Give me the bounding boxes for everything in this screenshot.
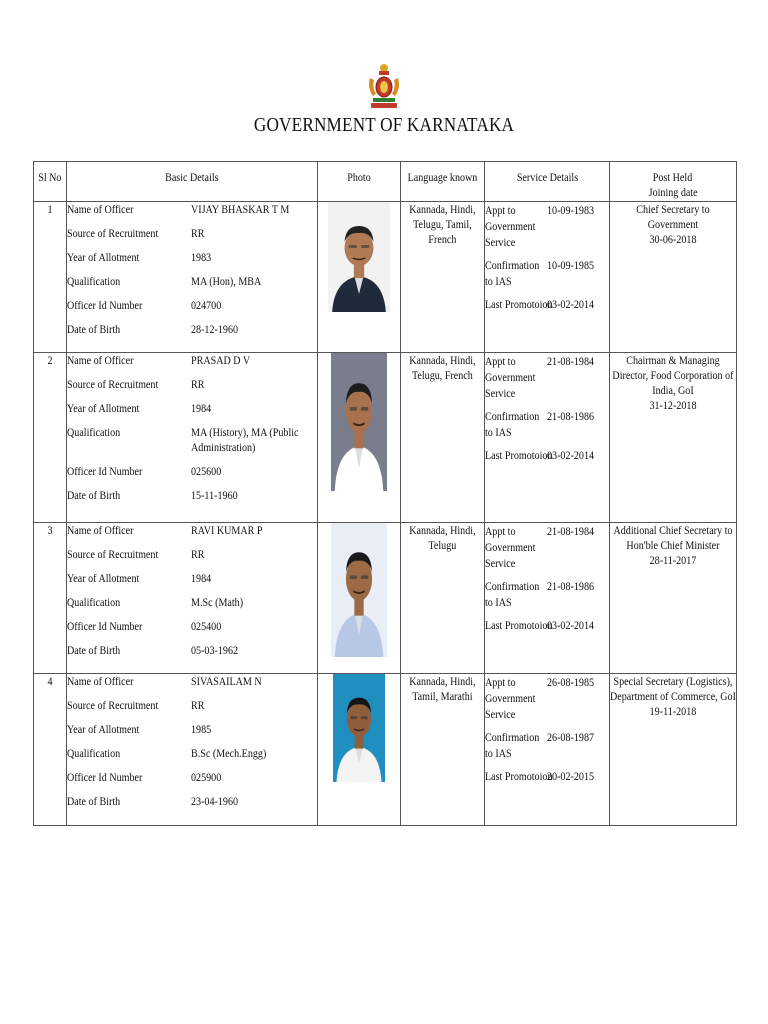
page-title: GOVERNMENT OF KARNATAKA (253, 114, 515, 136)
promotion-entry: Last Promotoion 20-02-2015 (485, 769, 595, 783)
languages-cell: Kannada, Hindi, Telugu (401, 523, 485, 674)
basic-details-cell (67, 353, 318, 523)
officer-name: RAVI KUMAR P (191, 523, 263, 537)
officer-name-field: Name of Officer VIJAY BHASKAR T M (67, 202, 290, 216)
recruitment-source-field: Source of Recruitment RR (67, 226, 205, 240)
col-header-service: Service Details (485, 162, 610, 202)
qualification-field: Qualification B.Sc (Mech.Engg) (67, 746, 267, 760)
confirmation-entry: Confirmation to IAS 10-09-1985 (485, 258, 595, 288)
officer-name-field: Name of Officer PRASAD D V (67, 353, 251, 367)
table-row (34, 202, 737, 353)
qualification-field: Qualification M.Sc (Math) (67, 595, 244, 609)
recruitment-source-field: Source of Recruitment RR (67, 377, 205, 391)
photo-cell (318, 202, 401, 353)
date-of-birth-field: Date of Birth 23-04-1960 (67, 794, 239, 808)
officer-name-field: Name of Officer SIVASAILAM N (67, 674, 262, 688)
officer-id-field: Officer Id Number 025400 (67, 619, 222, 633)
officer-name: VIJAY BHASKAR T M (191, 202, 290, 216)
col-header-post: Post Held Joining date (610, 162, 737, 202)
post-held-cell (610, 202, 737, 353)
promotion-entry: Last Promotoion 03-02-2014 (485, 448, 595, 462)
confirmation-entry: Confirmation to IAS 26-08-1987 (485, 730, 595, 760)
sl-no-cell: 3 (34, 523, 67, 674)
confirmation-entry: Confirmation to IAS 21-08-1986 (485, 579, 595, 609)
service-details-cell (485, 523, 610, 674)
post-title: Chairman & Managing Director, Food Corporation of India, GoI (612, 353, 734, 397)
service-details-cell (485, 202, 610, 353)
officer-id-field: Officer Id Number 025900 (67, 770, 222, 784)
appointment-entry: Appt to Government Service 21-08-1984 (485, 354, 595, 400)
photo-cell (318, 523, 401, 674)
basic-details-cell (67, 674, 318, 826)
languages-cell: Kannada, Hindi, Tamil, Marathi (401, 674, 485, 826)
promotion-entry: Last Promotoion 03-02-2014 (485, 618, 595, 632)
recruitment-source-field: Source of Recruitment RR (67, 547, 205, 561)
promotion-entry: Last Promotoion 03-02-2014 (485, 297, 595, 311)
qualification-field: Qualification MA (History), MA (Public Administration) (67, 425, 299, 454)
photo-cell (318, 674, 401, 826)
languages-cell: Kannada, Hindi, Telugu, French (401, 353, 485, 523)
basic-details-cell (67, 202, 318, 353)
table-row (34, 353, 737, 523)
basic-details-cell (67, 523, 318, 674)
joining-date: 31-12-2018 (649, 398, 697, 412)
officer-id-field: Officer Id Number 025600 (67, 464, 222, 478)
allotment-year-field: Year of Allotment 1983 (67, 250, 212, 264)
appointment-entry: Appt to Government Service 10-09-1983 (485, 203, 595, 249)
sl-no-cell: 2 (34, 353, 67, 523)
officer-name: SIVASAILAM N (191, 674, 262, 688)
allotment-year-field: Year of Allotment 1985 (67, 722, 212, 736)
sl-no-cell: 1 (34, 202, 67, 353)
allotment-year-field: Year of Allotment 1984 (67, 571, 212, 585)
qualification-field: Qualification MA (Hon), MBA (67, 274, 262, 288)
service-details-cell (485, 674, 610, 826)
post-title: Special Secretary (Logistics), Department of Commerce, GoI (610, 674, 736, 703)
post-held-cell (610, 523, 737, 674)
appointment-entry: Appt to Government Service 21-08-1984 (485, 524, 595, 570)
officer-photo (331, 523, 387, 657)
karnataka-emblem (365, 62, 403, 110)
service-details-cell (485, 353, 610, 523)
table-header-row (34, 162, 737, 202)
sl-no-cell: 4 (34, 674, 67, 826)
joining-date: 30-06-2018 (649, 232, 697, 246)
officer-id-field: Officer Id Number 024700 (67, 298, 222, 312)
appointment-entry: Appt to Government Service 26-08-1985 (485, 675, 595, 721)
post-title: Chief Secretary to Government (636, 202, 710, 231)
date-of-birth-field: Date of Birth 15-11-1960 (67, 488, 238, 502)
col-header-photo: Photo (318, 162, 401, 202)
col-header-language: Language known (401, 162, 485, 202)
date-of-birth-field: Date of Birth 05-03-1962 (67, 643, 239, 657)
joining-date: 19-11-2018 (649, 704, 697, 718)
post-held-cell (610, 353, 737, 523)
col-header-sl-no: Sl No (34, 162, 67, 202)
post-held-cell (610, 674, 737, 826)
recruitment-source-field: Source of Recruitment RR (67, 698, 205, 712)
col-header-basic-details: Basic Details (67, 162, 318, 202)
confirmation-entry: Confirmation to IAS 21-08-1986 (485, 409, 595, 439)
allotment-year-field: Year of Allotment 1984 (67, 401, 212, 415)
officer-photo (331, 353, 387, 491)
officers-table (33, 161, 737, 826)
officer-name: PRASAD D V (191, 353, 251, 367)
officer-photo (333, 674, 385, 782)
languages-cell: Kannada, Hindi, Telugu, Tamil, French (401, 202, 485, 353)
officer-name-field: Name of Officer RAVI KUMAR P (67, 523, 263, 537)
joining-date: 28-11-2017 (649, 553, 697, 567)
date-of-birth-field: Date of Birth 28-12-1960 (67, 322, 239, 336)
post-title: Additional Chief Secretary to Hon'ble Chief Minister (613, 523, 733, 552)
table-row (34, 523, 737, 674)
photo-cell (318, 353, 401, 523)
table-row (34, 674, 737, 826)
officer-photo (328, 202, 390, 312)
